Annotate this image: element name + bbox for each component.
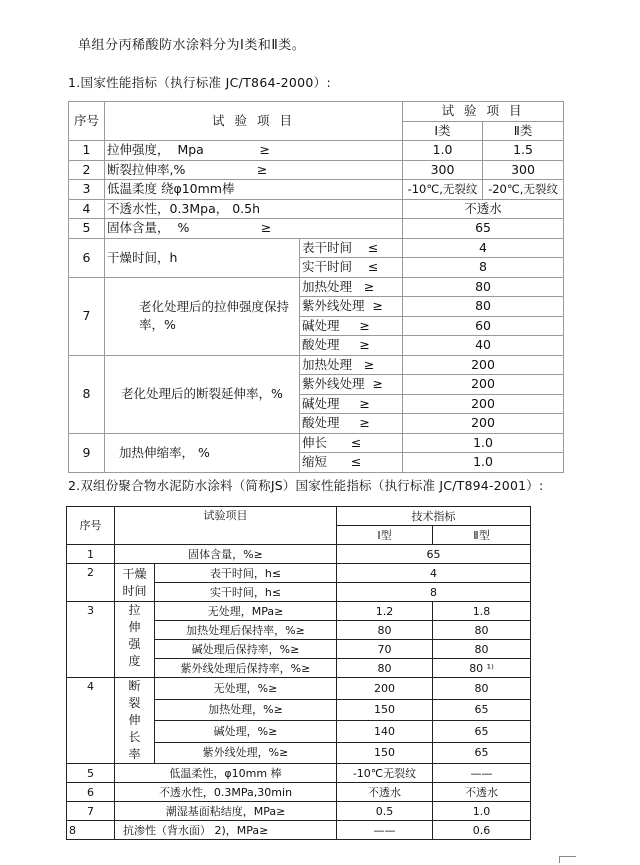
value-merged: 60 <box>403 316 564 336</box>
row-item: 固体含量，%≥ <box>115 545 337 564</box>
row-subitem: 紫外线处理后保持率，%≥ <box>155 659 337 678</box>
table-row <box>69 277 564 297</box>
row-item: 不透水性，0.3MPa,30min <box>115 783 337 802</box>
table-row <box>69 180 564 200</box>
table-header-row <box>69 102 564 122</box>
section1-heading: 1.国家性能指标（执行标准 JC/T864-2000）: <box>68 75 331 90</box>
row-no: 3 <box>67 602 115 678</box>
row-subitem: 表干时间，h≤ <box>155 564 337 583</box>
value-merged: 1.0 <box>403 433 564 453</box>
row-subitem: 碱处理，%≥ <box>155 721 337 743</box>
row-no: 8 <box>67 821 115 840</box>
header-no: 序号 <box>67 507 115 545</box>
row-item: 加热伸缩率， % <box>105 433 300 472</box>
header-type-1: Ⅰ型 <box>337 526 433 545</box>
value-merged: 4 <box>403 238 564 258</box>
row-no: 4 <box>67 678 115 764</box>
value-merged: 200 <box>403 375 564 395</box>
value-class-1: -10℃,无裂纹 <box>403 180 483 200</box>
row-item: 拉伸强度， Mpa ≥ <box>105 141 403 161</box>
row-no: 9 <box>69 433 105 472</box>
row-category: 断裂伸长率 <box>115 678 155 764</box>
row-subitem: 酸处理 ≥ <box>300 414 403 434</box>
row-subitem: 无处理，%≥ <box>155 678 337 700</box>
row-no: 2 <box>69 160 105 180</box>
row-no: 1 <box>69 141 105 161</box>
section2-heading: 2.双组份聚合物水泥防水涂料（简称JS）国家性能指标（执行标准 JC/T894-2001）: <box>68 478 544 493</box>
row-category: 干燥时间 <box>115 564 155 602</box>
row-no: 1 <box>67 545 115 564</box>
value-type-1: 0.5 <box>337 802 433 821</box>
row-item: 潮湿基面粘结度，MPa≥ <box>115 802 337 821</box>
value-type-1: -10℃无裂纹 <box>337 764 433 783</box>
value-merged: 65 <box>403 219 564 239</box>
row-no: 8 <box>69 355 105 433</box>
row-subitem: 加热处理 ≥ <box>300 277 403 297</box>
row-subitem: 碱处理后保持率，%≥ <box>155 640 337 659</box>
value-type-2: 80 <box>433 678 531 700</box>
row-no: 6 <box>69 238 105 277</box>
table-row <box>69 141 564 161</box>
value-type-2: 80 <box>433 640 531 659</box>
header-item: 试 验 项 目 <box>105 102 403 141</box>
value-type-2: 不透水 <box>433 783 531 802</box>
row-item: 不透水性，0.3Mpa， 0.5h <box>105 199 403 219</box>
row-subitem: 无处理，MPa≥ <box>155 602 337 621</box>
row-item: 抗渗性（背水面） 2)，MPa≥ <box>115 821 337 840</box>
value-type-2: 80 ¹⁾ <box>433 659 531 678</box>
table-row <box>67 602 531 621</box>
value-type-1: 200 <box>337 678 433 700</box>
value-type-2: 65 <box>433 721 531 743</box>
row-item: 固体含量， % ≥ <box>105 219 403 239</box>
table-row <box>69 433 564 453</box>
row-subitem: 紫外线处理，%≥ <box>155 742 337 764</box>
intro-text: 单组分丙稀酸防水涂料分为Ⅰ类和Ⅱ类。 <box>78 38 306 53</box>
value-class-2: 300 <box>483 160 564 180</box>
table-row <box>67 564 531 583</box>
value-type-2: 1.0 <box>433 802 531 821</box>
value-merged: 4 <box>337 564 531 583</box>
row-no: 2 <box>67 564 115 602</box>
row-item: 干燥时间，h <box>105 238 300 277</box>
row-item: 低温柔性，φ10mm 棒 <box>115 764 337 783</box>
row-no: 6 <box>67 783 115 802</box>
row-no: 7 <box>69 277 105 355</box>
value-type-1: 70 <box>337 640 433 659</box>
table-row <box>69 199 564 219</box>
table-row <box>67 545 531 564</box>
value-merged: 8 <box>337 583 531 602</box>
value-class-1: 300 <box>403 160 483 180</box>
value-merged: 65 <box>337 545 531 564</box>
row-item: 老化处理后的断裂延伸率，% <box>105 355 300 433</box>
value-type-1: 150 <box>337 742 433 764</box>
value-merged: 40 <box>403 336 564 356</box>
row-no: 5 <box>69 219 105 239</box>
value-merged: 不透水 <box>403 199 564 219</box>
row-no: 4 <box>69 199 105 219</box>
row-subitem: 碱处理 ≥ <box>300 394 403 414</box>
row-item: 老化处理后的拉伸强度保持率，% <box>105 277 300 355</box>
value-class-1: 1.0 <box>403 141 483 161</box>
table-row <box>67 764 531 783</box>
page-corner-mark <box>559 856 576 863</box>
value-type-1: 80 <box>337 659 433 678</box>
row-category: 拉伸强度 <box>115 602 155 678</box>
value-merged: 200 <box>403 394 564 414</box>
table-jc-t894 <box>66 506 531 840</box>
row-item: 断裂拉伸率,% ≥ <box>105 160 403 180</box>
value-type-2: 65 <box>433 742 531 764</box>
table-row <box>69 160 564 180</box>
table-row <box>69 355 564 375</box>
value-type-1: 140 <box>337 721 433 743</box>
value-type-1: 1.2 <box>337 602 433 621</box>
row-subitem: 紫外线处理 ≥ <box>300 297 403 317</box>
table-row <box>67 821 531 840</box>
row-no: 7 <box>67 802 115 821</box>
row-subitem: 伸长 ≤ <box>300 433 403 453</box>
value-type-2: —— <box>433 764 531 783</box>
table-jc-t864 <box>68 101 564 473</box>
row-subitem: 实干时间 ≤ <box>300 258 403 278</box>
table-row <box>67 678 531 700</box>
row-subitem: 加热处理后保持率，%≥ <box>155 621 337 640</box>
value-type-2: 80 <box>433 621 531 640</box>
row-item: 低温柔度 绕φ10mm棒 <box>105 180 403 200</box>
row-no: 3 <box>69 180 105 200</box>
value-type-1: —— <box>337 821 433 840</box>
row-subitem: 缩短 ≤ <box>300 453 403 473</box>
value-merged: 80 <box>403 277 564 297</box>
value-class-2: 1.5 <box>483 141 564 161</box>
header-item: 试验项目 <box>115 507 337 545</box>
table-row <box>69 238 564 258</box>
row-subitem: 加热处理 ≥ <box>300 355 403 375</box>
value-type-1: 不透水 <box>337 783 433 802</box>
table-row <box>67 783 531 802</box>
table-row <box>67 802 531 821</box>
header-group: 试 验 项 目 <box>403 102 564 122</box>
row-subitem: 紫外线处理 ≥ <box>300 375 403 395</box>
row-subitem: 表干时间 ≤ <box>300 238 403 258</box>
value-merged: 200 <box>403 355 564 375</box>
table-header-row <box>67 507 531 526</box>
row-no: 5 <box>67 764 115 783</box>
header-type-2: Ⅱ型 <box>433 526 531 545</box>
row-subitem: 碱处理 ≥ <box>300 316 403 336</box>
value-type-1: 80 <box>337 621 433 640</box>
row-subitem: 加热处理，%≥ <box>155 699 337 721</box>
header-group: 技术指标 <box>337 507 531 526</box>
value-type-2: 65 <box>433 699 531 721</box>
value-class-2: -20℃,无裂纹 <box>483 180 564 200</box>
value-type-2: 1.8 <box>433 602 531 621</box>
header-class-2: Ⅱ类 <box>483 121 564 141</box>
header-class-1: Ⅰ类 <box>403 121 483 141</box>
value-merged: 8 <box>403 258 564 278</box>
row-subitem: 实干时间，h≤ <box>155 583 337 602</box>
row-subitem: 酸处理 ≥ <box>300 336 403 356</box>
table-row <box>69 219 564 239</box>
header-no: 序号 <box>69 102 105 141</box>
value-merged: 1.0 <box>403 453 564 473</box>
value-merged: 80 <box>403 297 564 317</box>
value-merged: 200 <box>403 414 564 434</box>
value-type-1: 150 <box>337 699 433 721</box>
value-type-2: 0.6 <box>433 821 531 840</box>
